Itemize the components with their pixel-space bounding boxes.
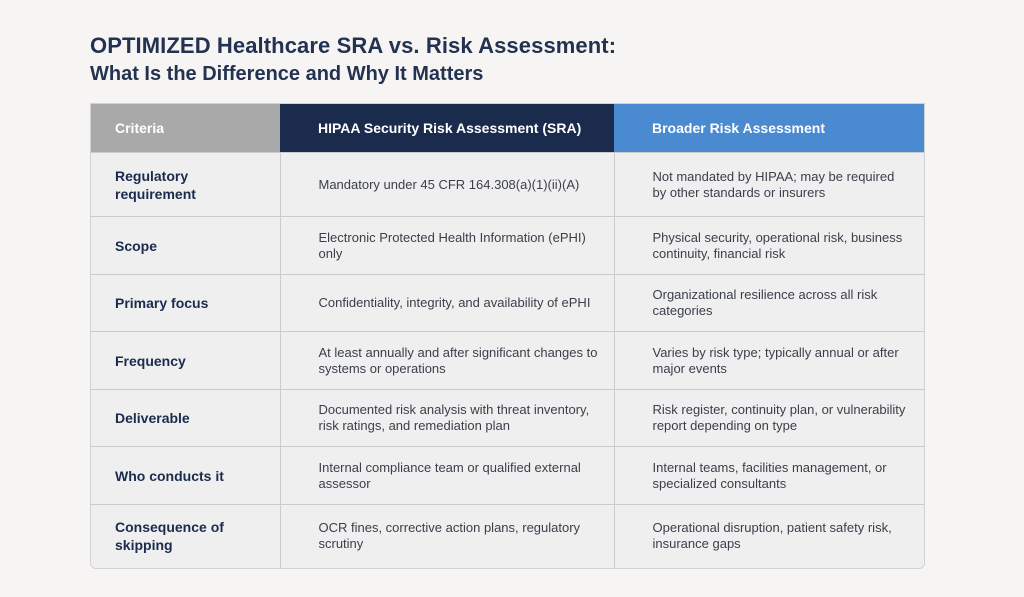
broader-cell: Operational disruption, patient safety risk, insurance gaps [614, 504, 924, 568]
header-criteria: Criteria [91, 104, 280, 153]
criteria-cell: Deliverable [91, 389, 280, 446]
broader-cell: Internal teams, facilities management, or specialized consultants [614, 447, 924, 504]
criteria-cell: Primary focus [91, 274, 280, 331]
sra-cell: Documented risk analysis with threat inventory, risk ratings, and remediation plan [280, 389, 614, 446]
sra-cell: Confidentiality, integrity, and availability of ePHI [280, 274, 614, 331]
sra-cell: At least annually and after significant changes to systems or operations [280, 332, 614, 389]
sra-cell: Internal compliance team or qualified external assessor [280, 447, 614, 504]
table-row [91, 274, 924, 331]
header-sra: HIPAA Security Risk Assessment (SRA) [280, 104, 614, 153]
criteria-cell: Consequence of skipping [91, 504, 280, 568]
broader-cell: Organizational resilience across all risk categories [614, 274, 924, 331]
criteria-cell: Frequency [91, 332, 280, 389]
header-broader: Broader Risk Assessment [614, 104, 924, 153]
page-title: OPTIMIZED Healthcare SRA vs. Risk Assessment: [90, 33, 617, 58]
broader-cell: Varies by risk type; typically annual or after major events [614, 332, 924, 389]
criteria-cell: Who conducts it [91, 447, 280, 504]
table-row [91, 217, 924, 274]
table-header-row [91, 104, 924, 153]
broader-cell: Physical security, operational risk, business continuity, financial risk [614, 217, 924, 274]
table-row [91, 447, 924, 504]
table-row [91, 504, 924, 568]
table-row [91, 389, 924, 446]
broader-cell: Not mandated by HIPAA; may be required by other standards or insurers [614, 153, 924, 217]
criteria-cell: Scope [91, 217, 280, 274]
criteria-cell: Regulatory requirement [91, 153, 280, 217]
broader-cell: Risk register, continuity plan, or vulnerability report depending on type [614, 389, 924, 446]
sra-cell: Mandatory under 45 CFR 164.308(a)(1)(ii)(A) [280, 153, 614, 217]
table-row [91, 332, 924, 389]
sra-cell: Electronic Protected Health Information (ePHI) only [280, 217, 614, 274]
sra-cell: OCR fines, corrective action plans, regulatory scrutiny [280, 504, 614, 568]
page-subtitle: What Is the Difference and Why It Matters [90, 63, 484, 85]
table-row [91, 153, 924, 217]
comparison-table [90, 103, 925, 569]
